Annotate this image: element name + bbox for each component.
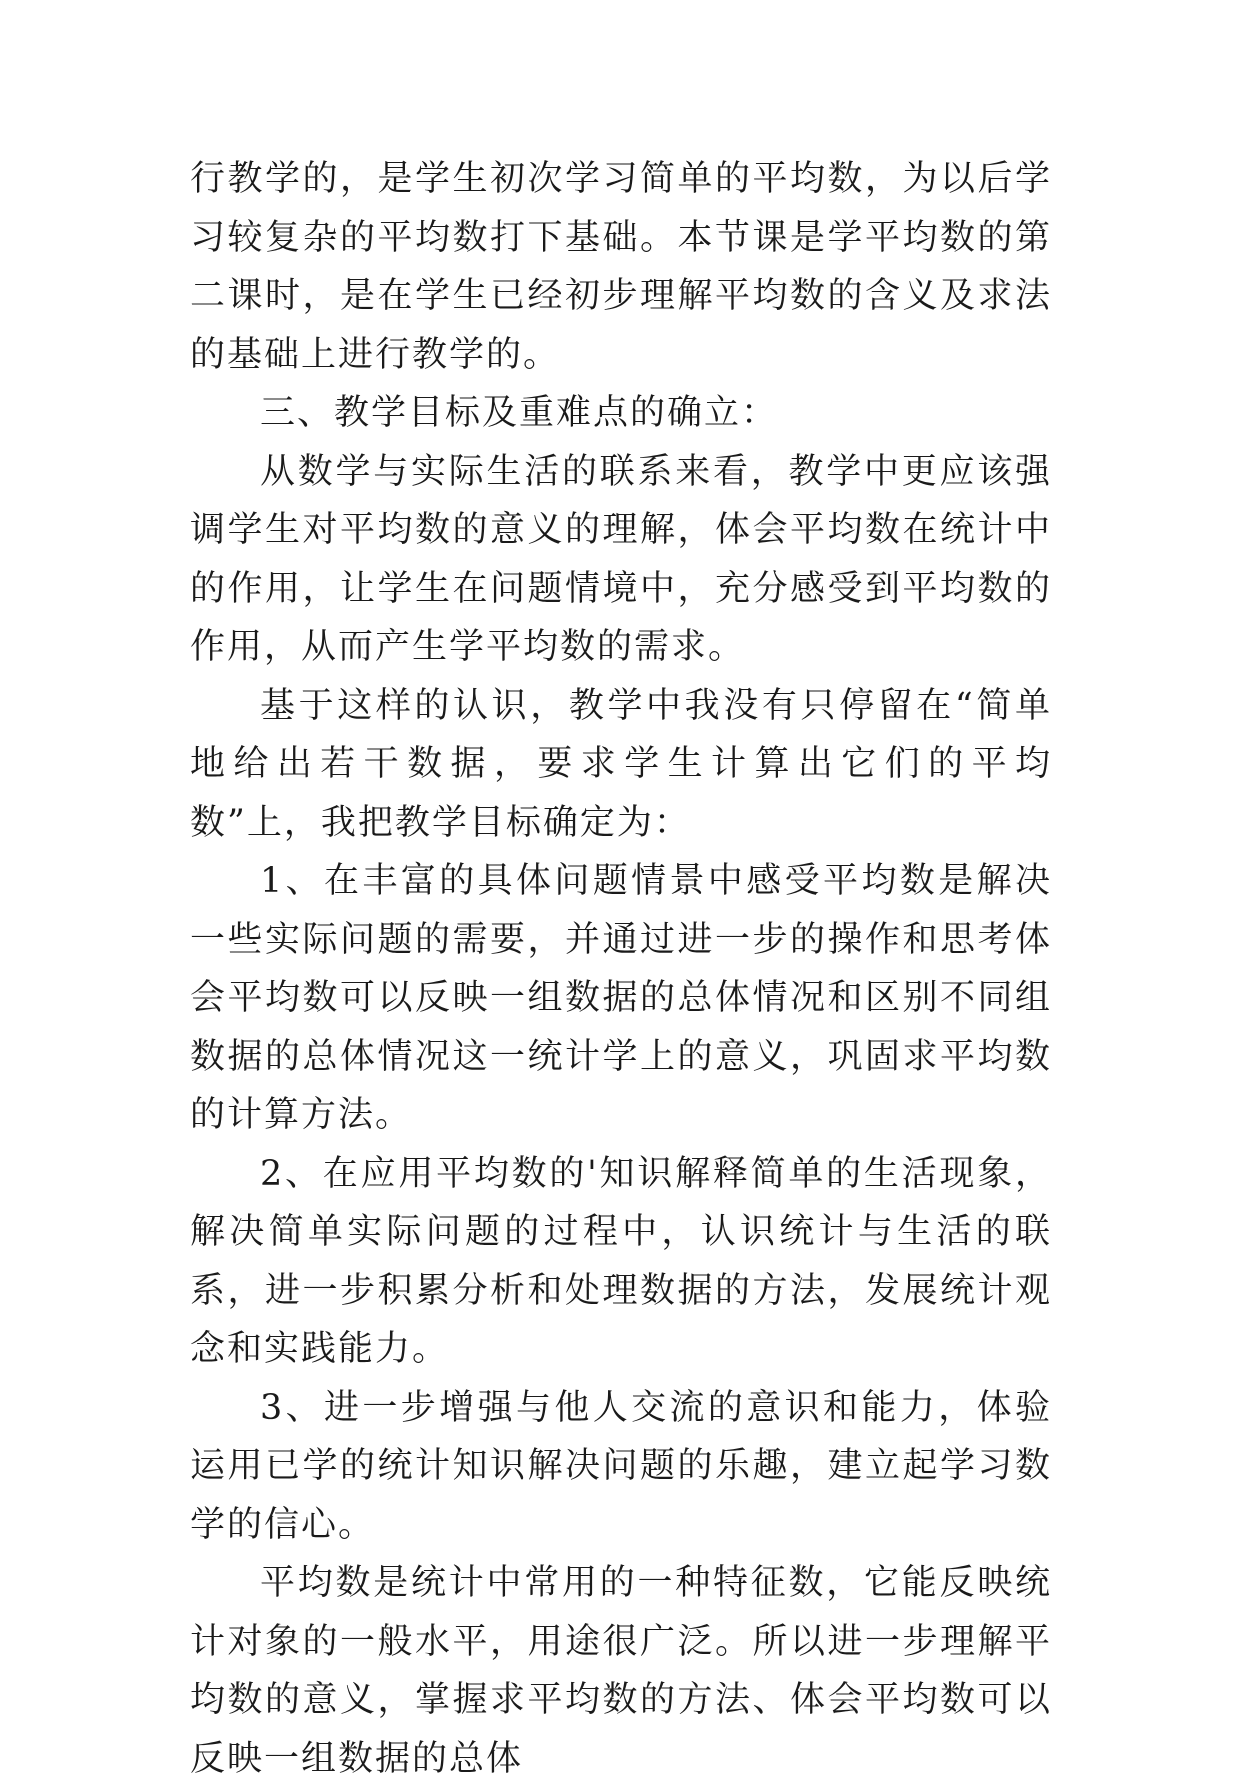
objective-item-2: 2、在应用平均数的'知识解释简单的生活现象，解决简单实际问题的过程中，认识统计与生活的联系，进一步积累分析和处理数据的方法，发展统计观念和实践能力。 xyxy=(190,1153,1052,1369)
paragraph-life-connection: 从数学与实际生活的联系来看，教学中更应该强调学生对平均数的意义的理解，体会平均数在统计中的作用，让学生在问题情境中，充分感受到平均数的作用，从而产生学平均数的需求。 xyxy=(190,451,1052,667)
paragraph-intro-continued: 行教学的，是学生初次学习简单的平均数，为以后学习较复杂的平均数打下基础。本节课是学平均数的第二课时，是在学生已经初步理解平均数的含义及求法的基础上进行教学的。 xyxy=(190,159,1052,375)
document-body xyxy=(190,150,1052,1788)
objective-item-3: 3、进一步增强与他人交流的意识和能力，体验运用已学的统计知识解决问题的乐趣，建立起学习数学的信心。 xyxy=(190,1387,1052,1545)
paragraph-goal-basis: 基于这样的认识，教学中我没有只停留在“简单地给出若干数据，要求学生计算出它们的平均数”上，我把教学目标确定为： xyxy=(190,685,1052,843)
section-heading-objectives: 三、教学目标及重难点的确立： xyxy=(260,393,779,433)
paragraph-average-significance: 平均数是统计中常用的一种特征数，它能反映统计对象的一般水平，用途很广泛。所以进一步理解平均数的意义，掌握求平均数的方法、体会平均数可以反映一组数据的总体 xyxy=(190,1563,1052,1779)
objective-item-1: 1、在丰富的具体问题情景中感受平均数是解决一些实际问题的需要，并通过进一步的操作和思考体会平均数可以反映一组数据的总体情况和区别不同组数据的总体情况这一统计学上的意义，巩固求平均数的计算方法。 xyxy=(190,861,1052,1135)
